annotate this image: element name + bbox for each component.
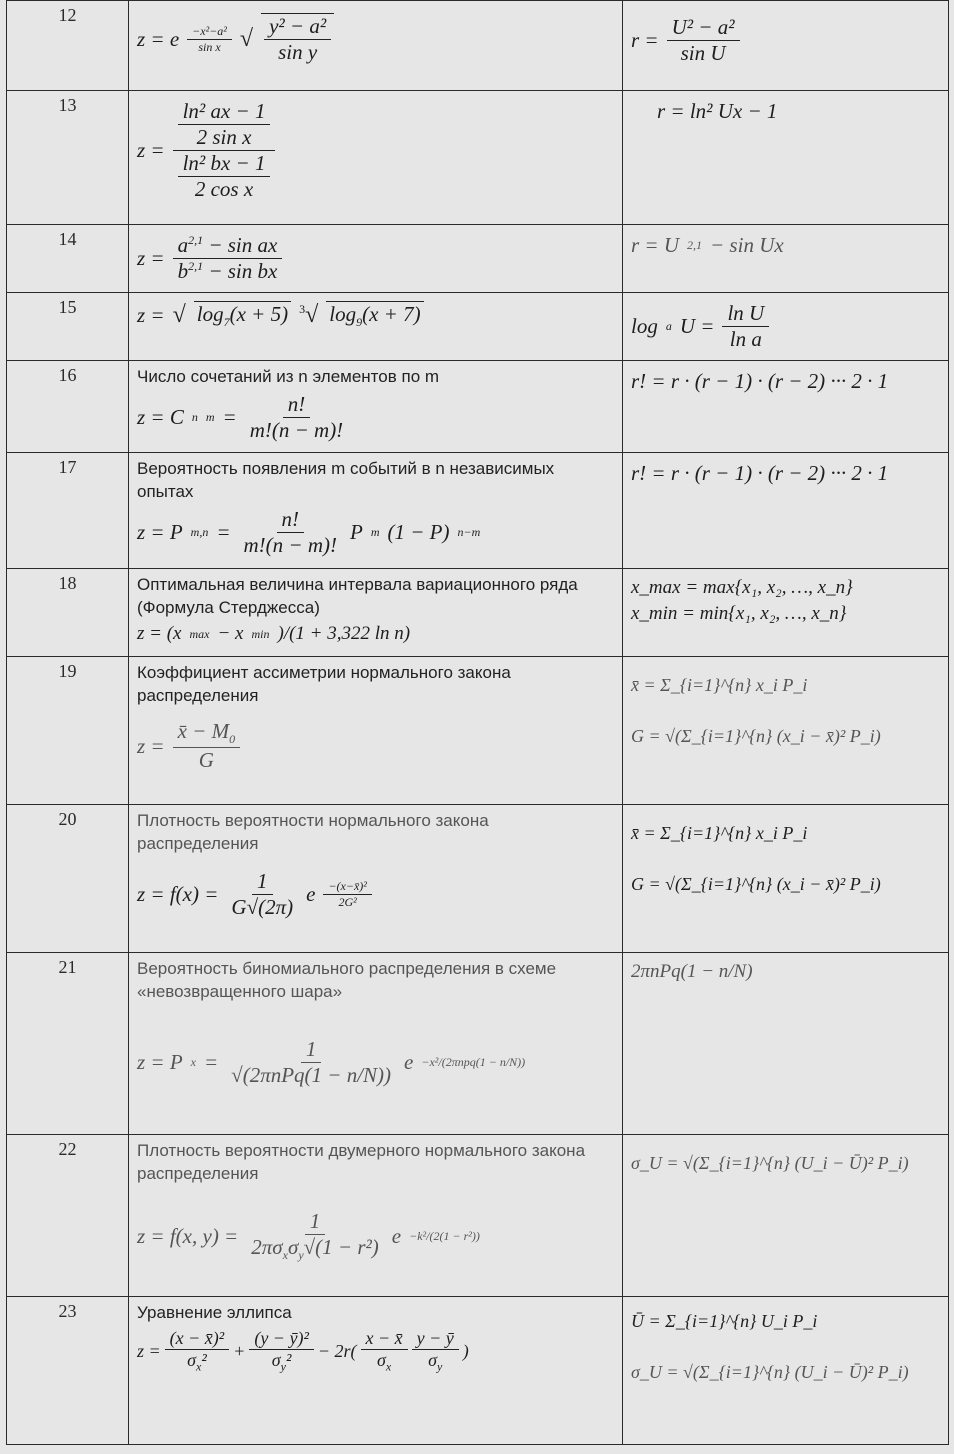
aux-formula: r = U 2,1 − sin Ux (623, 225, 949, 293)
aux-formula-text: r! = r · (r − 1) · (r − 2) ··· 2 · 1 (631, 461, 889, 485)
table-row (7, 657, 949, 805)
formula-description: Вероятность биномиального распределения в схеме «невозвращенного шара» (137, 959, 557, 1001)
aux-formula-text: x̄ = Σ_{i=1}^{n} x_i P_i (631, 675, 808, 695)
aux-formula (623, 1297, 949, 1445)
row-number: 13 (7, 91, 129, 225)
row-number: 21 (7, 953, 129, 1135)
formula-description: Коэффициент ассиметрии нормального закона распределения (137, 663, 511, 705)
formula-description: Оптимальная величина интервала вариационного ряда (Формула Стерджесса) (137, 575, 578, 617)
row-number: 14 (7, 225, 129, 293)
formula-description: Число сочетаний из n элементов по m (137, 367, 440, 386)
aux-formula: r = U² − a² sin U (623, 1, 949, 91)
aux-formula (623, 361, 949, 453)
main-formula: Вероятность появления m событий в n независимых опытах z = P m,n = n! m!(n − m)! P m (1 − P) n−m (129, 453, 623, 569)
aux-formula (623, 657, 949, 805)
aux-formula-text: 2πnPq(1 − n/N) (631, 961, 753, 982)
aux-formula-text: σ_U = √(Σ_{i=1}^{n} (U_i − Ū)² P_i) (631, 1153, 909, 1173)
aux-formula-text: r! = r · (r − 1) · (r − 2) ··· 2 · 1 (631, 369, 889, 393)
aux-formula-text: Ū = Σ_{i=1}^{n} U_i P_i (631, 1311, 818, 1331)
formula-description: Плотность вероятности двумерного нормального закона распределения (137, 1141, 586, 1183)
table-row (7, 569, 949, 657)
row-number: 18 (7, 569, 129, 657)
table-row (7, 805, 949, 953)
table-row (7, 361, 949, 453)
main-formula: z = e $\frac{\text{−x²−a²}}{\text{sin x}}$ √ y² − a² sin y (129, 1, 623, 91)
table-row (7, 953, 949, 1135)
formula-description: Уравнение эллипса (137, 1303, 292, 1322)
main-formula: Уравнение эллипса z = (x − x̄)² $\sigma_x^2$ + (y − ȳ)² $\sigma_y^2$ − 2r( x − x̄ $\sigma_x$ y − ȳ $\sigma_y$ ) (129, 1297, 623, 1445)
main-formula: Коэффициент ассиметрии нормального закона распределения z = x̄ − $M_0$ G (129, 657, 623, 805)
aux-formula-text-2: G = √(Σ_{i=1}^{n} (x_i − x̄)² P_i) (631, 726, 881, 746)
table-row (7, 225, 949, 293)
aux-formula-text: x̄ = Σ_{i=1}^{n} x_i P_i (631, 823, 808, 843)
aux-formula-text: x_max = max{x₁, x₂, …, x_n} (631, 577, 853, 598)
aux-formula (623, 1135, 949, 1297)
aux-formula (623, 569, 949, 657)
row-number: 15 (7, 293, 129, 361)
table-row (7, 453, 949, 569)
row-number: 23 (7, 1297, 129, 1445)
main-formula: Число сочетаний из n элементов по m z = C n m = n! m!(n − m)! (129, 361, 623, 453)
row-number: 17 (7, 453, 129, 569)
main-formula: z = $\frac{\text{ln² ax − 1}}{\text{2 sin x}}$ $\frac{\text{ln² bx − 1}}{\text{2 cos x}}$ (129, 91, 623, 225)
aux-formula (623, 453, 949, 569)
aux-formula (623, 953, 949, 1135)
formula-description: Плотность вероятности нормального закона распределения (137, 811, 489, 853)
row-number: 22 (7, 1135, 129, 1297)
aux-formula (623, 805, 949, 953)
aux-formula: log a U = ln U ln a (623, 293, 949, 361)
main-formula: Плотность вероятности двумерного нормального закона распределения z = f(x, y) = 1 $2\pi\sigma_x\sigma_y√(1 - r^2)$ e −k²/(2(1 − r²)) (129, 1135, 623, 1297)
aux-formula-text-2: x_min = min{x₁, x₂, …, x_n} (631, 603, 847, 624)
main-formula: z = $a^{2,1} - \sin$ ax $b^{2,1} - \sin$ bx (129, 225, 623, 293)
main-formula: Оптимальная величина интервала вариационного ряда (Формула Стерджесса) z = (x max − x min )/(1 + 3,322 ln n) (129, 569, 623, 657)
main-formula: Вероятность биномиального распределения в схеме «невозвращенного шара» z = P x = 1 √(2πnPq(1 − n/N)) e −x²/(2πnpq(1 − n/N)) (129, 953, 623, 1135)
aux-formula-text-2: G = √(Σ_{i=1}^{n} (x_i − x̄)² P_i) (631, 874, 881, 894)
row-number: 12 (7, 1, 129, 91)
formula-description: Вероятность появления m событий в n независимых опытах (137, 459, 555, 501)
aux-formula: r = ln² Ux − 1 (623, 91, 949, 225)
table-row (7, 91, 949, 225)
table-row (7, 1, 949, 91)
row-number: 20 (7, 805, 129, 953)
table-row (7, 1297, 949, 1445)
table-row (7, 293, 949, 361)
row-number: 16 (7, 361, 129, 453)
main-formula: Плотность вероятности нормального закона распределения z = f(x) = 1 G√(2π) e $\frac{\text{−(x−x̄)²}}{\text{2G²}}$ (129, 805, 623, 953)
main-formula: z = √ $\log_7(x + 5)$ $^3$√ $\log_9(x + 7)$ (129, 293, 623, 361)
formula-table (6, 0, 949, 1445)
aux-formula-text-2: σ_U = √(Σ_{i=1}^{n} (U_i − Ū)² P_i) (631, 1362, 909, 1382)
table-row (7, 1135, 949, 1297)
row-number: 19 (7, 657, 129, 805)
